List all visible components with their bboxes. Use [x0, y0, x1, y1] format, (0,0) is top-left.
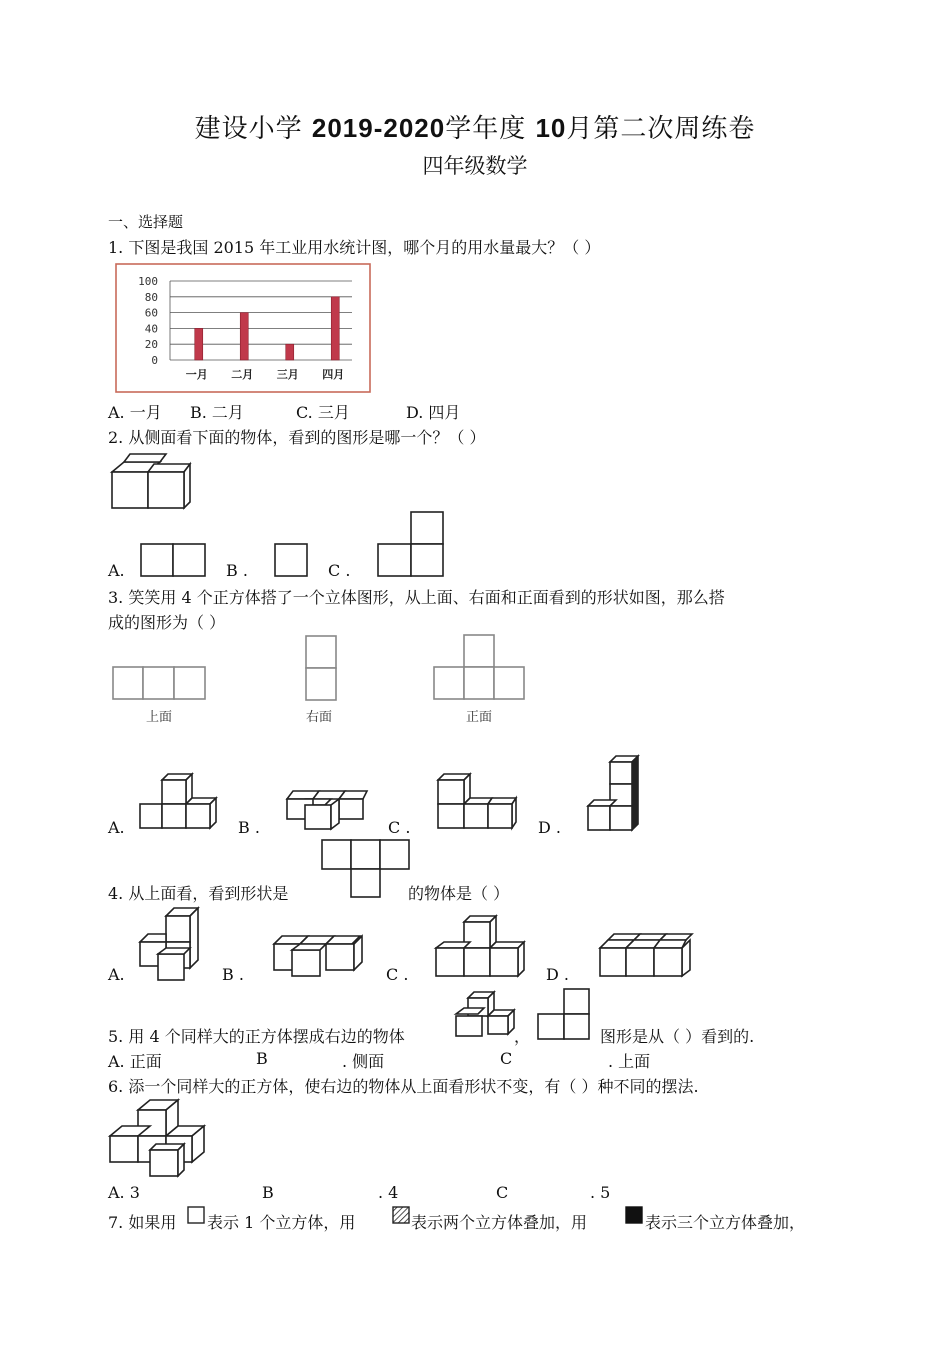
q2-option-b[interactable]: B . [226, 561, 248, 580]
q5-option-c[interactable]: . 上面 [608, 1052, 651, 1071]
q3-option-a[interactable]: A. [108, 818, 125, 837]
question-5-text-b: 图形是从（ ）看到的. [600, 1027, 755, 1046]
q2-option-b-figure[interactable] [274, 543, 308, 577]
question-3-line1: 3. 笑笑用 4 个正方体搭了一个立体图形，从上面、右面和正面看到的形状如图，那么搭 [108, 588, 725, 607]
question-4-text-a: 4. 从上面看，看到形状是 [108, 884, 289, 903]
q1-option-b[interactable]: B. 二月 [190, 403, 244, 422]
y-tick-label: 60 [144, 306, 158, 320]
q5-comma: ， [514, 1027, 531, 1046]
y-tick-label: 20 [144, 338, 158, 352]
question-7-text-d: 表示三个立方体叠加， [645, 1213, 806, 1232]
q1-option-c[interactable]: C. 三月 [296, 403, 350, 422]
triple-cube-symbol-icon [625, 1206, 643, 1224]
single-cube-symbol-icon [187, 1206, 205, 1224]
q4-option-d[interactable]: D . [546, 965, 569, 984]
title-school: 建设小学 [194, 114, 312, 144]
section-heading: 一、选择题 [108, 213, 184, 231]
q6-option-c-letter[interactable]: C [496, 1183, 509, 1202]
q6-option-c[interactable]: . 5 [590, 1183, 611, 1202]
q3-option-d-figure[interactable] [586, 752, 644, 832]
q4-option-b-figure[interactable] [272, 930, 368, 978]
q3-option-c-figure[interactable] [436, 770, 518, 832]
bar [240, 313, 248, 360]
y-tick-label: 80 [144, 290, 158, 304]
q1-option-a[interactable]: A. 一月 [108, 403, 162, 422]
q3-option-c[interactable]: C . [388, 818, 411, 837]
question-7-text-c: 表示两个立方体叠加，用 [411, 1213, 588, 1232]
q4-option-c[interactable]: C . [386, 965, 409, 984]
y-tick-label: 100 [138, 275, 158, 288]
q5-option-b[interactable]: . 侧面 [342, 1052, 385, 1071]
x-tick-label: 三月 [276, 368, 299, 381]
q4-top-shape-figure [321, 839, 411, 899]
right-view-label: 右面 [306, 710, 333, 725]
bar [331, 297, 339, 360]
front-view-label: 正面 [466, 710, 493, 725]
q3-option-a-figure[interactable] [138, 770, 222, 832]
q2-option-c-figure[interactable] [377, 511, 445, 577]
x-tick-label: 四月 [322, 368, 345, 381]
bar [195, 328, 203, 360]
question-1-text: 1. 下图是我国 2015 年工业用水统计图，哪个月的用水量最大？（ ） [108, 238, 601, 257]
double-cube-symbol-icon [392, 1206, 410, 1224]
q5-option-c-letter[interactable]: C [500, 1049, 513, 1068]
top-view-figure [112, 666, 206, 700]
q3-option-b-figure[interactable] [285, 787, 369, 833]
q6-option-a[interactable]: A. 3 [108, 1183, 140, 1202]
q3-option-b[interactable]: B . [238, 818, 260, 837]
q4-option-b[interactable]: B . [222, 965, 244, 984]
bar-chart [114, 262, 374, 394]
title-year: 2019-2020 [311, 113, 446, 143]
question-3-line2: 成的图形为（ ） [108, 613, 226, 632]
right-view-figure [305, 635, 337, 701]
x-tick-label: 一月 [185, 368, 208, 381]
question-4-text-b: 的物体是（ ） [408, 884, 510, 903]
q5-object-figure [454, 988, 518, 1040]
x-tick-label: 二月 [231, 368, 254, 381]
q2-option-a[interactable]: A. [108, 561, 125, 580]
q5-view-figure [537, 988, 591, 1040]
q4-option-a-figure[interactable] [138, 906, 208, 982]
question-5-text-a: 5. 用 4 个同样大的正方体摆成右边的物体 [108, 1027, 405, 1046]
q1-option-d[interactable]: D. 四月 [406, 403, 461, 422]
question-7-text-b: 表示 1 个立方体，用 [207, 1213, 356, 1232]
q6-object-figure [108, 1098, 208, 1180]
q6-option-b[interactable]: . 4 [378, 1183, 399, 1202]
question-2-text: 2. 从侧面看下面的物体，看到的图形是哪一个？（ ） [108, 428, 486, 447]
q2-option-c[interactable]: C . [328, 561, 351, 580]
q4-option-c-figure[interactable] [434, 914, 530, 980]
y-tick-label: 40 [144, 322, 158, 336]
bar [286, 344, 294, 360]
y-tick-label: 0 [151, 354, 158, 367]
q4-option-d-figure[interactable] [598, 926, 694, 980]
page-title [0, 108, 950, 145]
q6-option-b-letter[interactable]: B [262, 1183, 274, 1202]
q5-option-a[interactable]: A. 正面 [108, 1052, 162, 1071]
question-7-text-a: 7. 如果用 [108, 1213, 177, 1232]
q2-object-figure [110, 450, 192, 510]
title-term: 学年度 [445, 114, 536, 144]
q4-option-a[interactable]: A. [108, 965, 125, 984]
title-suffix: 月第二次周练卷 [566, 114, 756, 144]
top-view-label: 上面 [146, 710, 173, 725]
page-subtitle: 四年级数学 [422, 154, 528, 178]
front-view-figure [433, 634, 525, 700]
q2-option-a-figure[interactable] [140, 543, 206, 577]
title-month: 10 [535, 113, 567, 143]
q3-option-d[interactable]: D . [538, 818, 561, 837]
question-6-text: 6. 添一个同样大的正方体，使右边的物体从上面看形状不变，有（ ）种不同的摆法. [108, 1077, 699, 1096]
q5-option-b-letter[interactable]: B [256, 1049, 268, 1068]
